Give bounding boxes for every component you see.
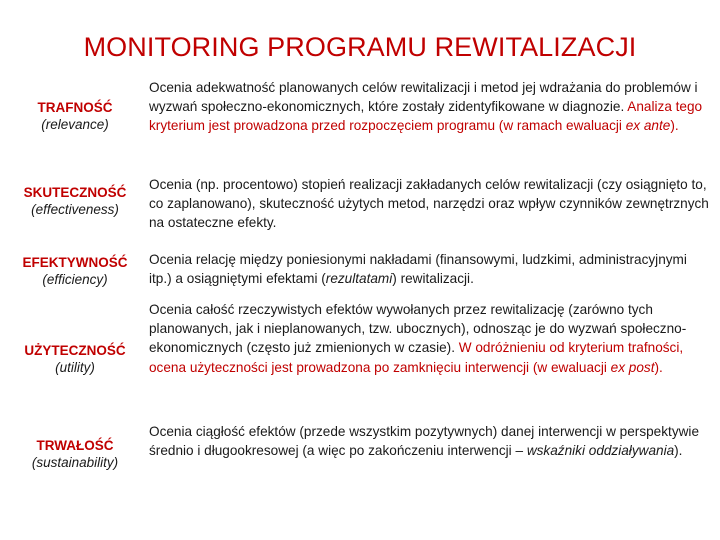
criterion-term-name: SKUTECZNOŚĆ xyxy=(23,185,127,200)
criterion-term xyxy=(2,254,148,288)
criterion-description xyxy=(149,78,709,136)
description-text-end: ) rewitalizacji. xyxy=(392,271,474,287)
criterion-term-english: (relevance) xyxy=(41,117,109,132)
description-term: rezultatami xyxy=(325,271,393,287)
description-text-end: ). xyxy=(674,443,683,459)
criterion-term xyxy=(2,342,148,376)
criterion-term-english: (utility) xyxy=(55,360,95,375)
description-highlight-text: Analiza tego kryterium jest prowadzona przed rozpoczęciem programu (w ramach ewaluacji xyxy=(149,99,703,134)
description-text: Ocenia (np. procentowo) stopień realizacji zakładanych celów rewitalizacji (czy osiągnięto to, co zaplanowano), skuteczność użytych metod, narzędzi oraz wpływ czynników zewnętrznych na ostateczne efekty. xyxy=(149,177,709,231)
criterion-term-name: TRWAŁOŚĆ xyxy=(36,438,114,453)
description-term: ex ante xyxy=(625,118,671,134)
criterion-term-name: TRAFNOŚĆ xyxy=(37,100,113,115)
criterion-description xyxy=(149,300,709,377)
criterion-term-english: (efficiency) xyxy=(42,272,108,287)
criterion-term-name: UŻYTECZNOŚĆ xyxy=(24,343,126,358)
criterion-term xyxy=(2,437,148,471)
criterion-term-english: (sustainability) xyxy=(31,455,119,470)
page-title: MONITORING PROGRAMU REWITALIZACJI xyxy=(83,32,637,63)
description-text: Ocenia relację między poniesionymi nakładami (finansowymi, ludzkimi, administracyjnymi itp.) a osiągniętymi efektami ( xyxy=(149,252,687,287)
criterion-term xyxy=(2,184,148,218)
description-text: Ocenia całość rzeczywistych efektów wywołanych przez rewitalizację (zarówno tych planowanych, jak i nieplanowanych, tzw. ubocznych), odnosząc je do wyzwań społeczno-ekonomicznych (często już zmienionych w czasie). xyxy=(149,302,687,356)
description-term: wskaźniki oddziaływania xyxy=(526,443,675,459)
description-highlight-end: ). xyxy=(670,118,679,134)
criterion-term xyxy=(2,99,148,133)
description-text: Ocenia adekwatność planowanych celów rewitalizacji i metod jej wdrażania do problemów i wyzwań społeczno-ekonomicznych, które zostały zidentyfikowane w diagnozie. xyxy=(149,80,698,115)
criterion-term-english: (effectiveness) xyxy=(31,202,119,217)
description-text: Ocenia ciągłość efektów (przede wszystkim pozytywnych) danej interwencji w perspektywie średnio i długookresowej (a więc po zakończeniu interwencji – xyxy=(149,424,700,459)
criterion-description xyxy=(149,175,709,233)
criterion-term-name: EFEKTYWNOŚĆ xyxy=(22,255,128,270)
criterion-description xyxy=(149,422,709,460)
description-highlight-end: ). xyxy=(654,359,663,375)
criterion-description xyxy=(149,250,709,288)
description-term: ex post xyxy=(610,359,655,375)
description-highlight-text: W odróżnieniu od kryterium trafności, ocena użyteczności jest prowadzona po zamknięciu interwencji (w ewaluacji xyxy=(149,340,684,375)
